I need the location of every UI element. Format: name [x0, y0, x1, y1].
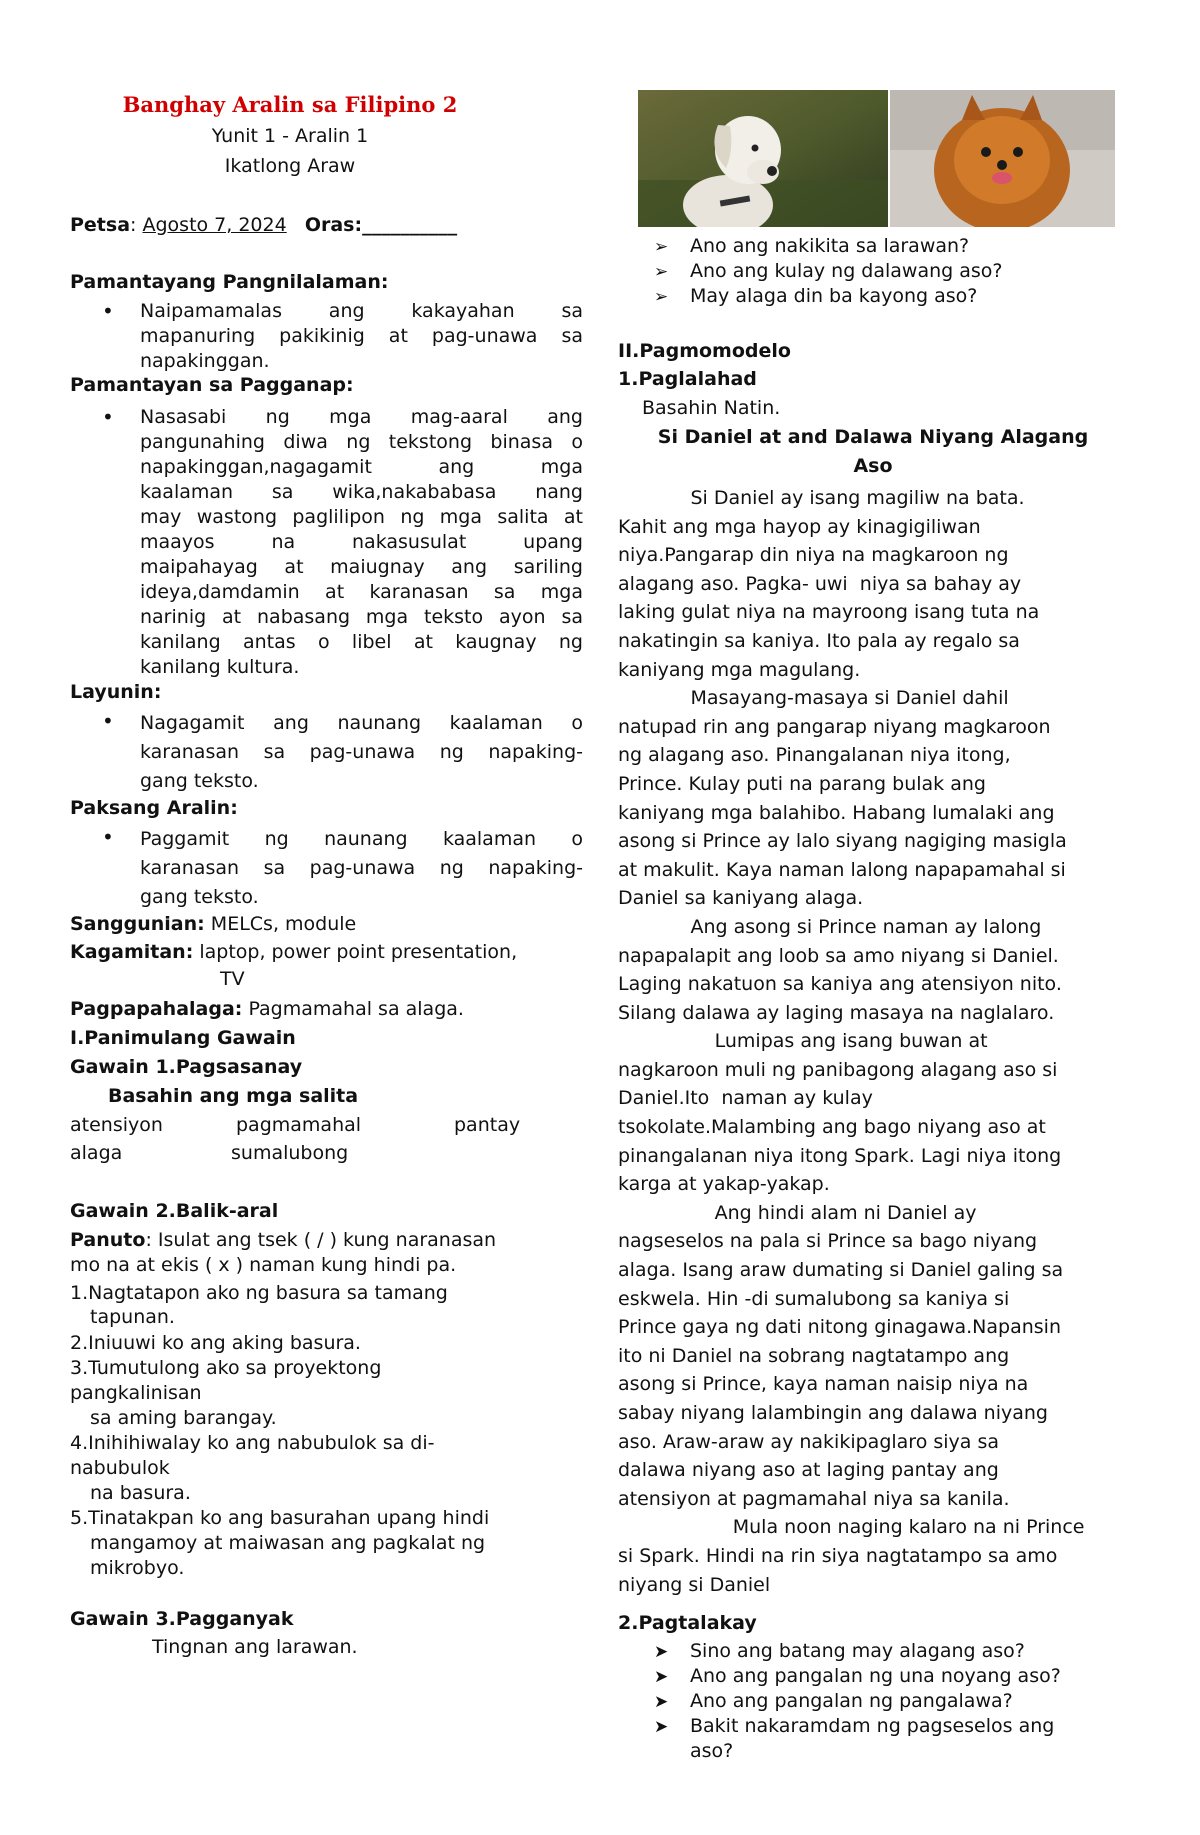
story-line: asong si Prince, kaya naman naisip niya na — [618, 1373, 1029, 1396]
story-line: asong si Prince ay lalo siyang nagiging masigla — [618, 830, 1067, 853]
story-line: natupad rin ang pangarap niyang magkaroon — [618, 715, 1051, 738]
story-line: Lumipas ang isang buwan at — [618, 1030, 988, 1053]
story-line: niyang si Daniel — [618, 1573, 771, 1596]
story-line: Si Daniel ay isang magiliw na bata. — [618, 487, 1025, 509]
story-line: Prince gaya ng dati nitong ginagawa.Napansin — [618, 1316, 1061, 1339]
panuto-line: Panuto: Isulat ang tsek ( / ) kung naranasan — [70, 1229, 497, 1251]
story-line: Daniel.Ito naman ay kulay — [618, 1087, 873, 1110]
word-atensiyon: atensiyon — [70, 1114, 163, 1136]
pamantayang-pangnilalaman-text: Naipamamalas ang kakayahan sa mapanuring pakikinig at pag-unawa sa napakinggan. — [140, 300, 583, 372]
story-line: ito ni Daniel na sobrang nagtatampo ang — [618, 1344, 1010, 1367]
image-question: May alaga din ba kayong aso? — [690, 285, 978, 307]
gawain1-heading: Gawain 1.Pagsasanay — [70, 1056, 303, 1078]
petsa-value: Agosto 7, 2024 — [142, 214, 287, 236]
layunin-heading: Layunin: — [70, 681, 162, 703]
story-line: Mula noon naging kalaro na ni Prince — [618, 1516, 1085, 1539]
story-line: eskwela. Hin -di sumalubong sa kaniya si — [618, 1287, 1010, 1310]
story-line: laking gulat niya na mayroong isang tuta na — [618, 601, 1040, 624]
balik-aral-item: 3.Tumutulong ako sa proyektong — [70, 1357, 382, 1379]
story-line: Kahit ang mga hayop ay kinagigiliwan — [618, 515, 981, 538]
panuto-line-2: mo na at ekis ( x ) naman kung hindi pa. — [70, 1254, 457, 1276]
story-line: Silang dalawa ay laging masaya na naglalaro. — [618, 1001, 1055, 1024]
story-title-2: Aso — [853, 455, 893, 477]
paglalahad-heading: 1.Paglalahad — [618, 368, 757, 390]
word-sumalubong: sumalubong — [231, 1142, 349, 1164]
story-line: kaniyang mga balahibo. Habang lumalaki ang — [618, 801, 1055, 824]
pagtalakay-heading: 2.Pagtalakay — [618, 1612, 757, 1634]
unit-label: Yunit 1 - Aralin 1 — [211, 125, 369, 147]
story-line: alagang aso. Pagka- uwi niya sa bahay ay — [618, 572, 1022, 595]
story-line: Daniel sa kaniyang alaga. — [618, 887, 864, 910]
kagamitan-line: Kagamitan: laptop, power point presentation, — [70, 941, 518, 963]
story-line: nakatingin sa kaniya. Ito pala ay regalo sa — [618, 629, 1020, 652]
story-line: Ang asong si Prince naman ay lalong — [618, 915, 1042, 938]
story-line: at makulit. Kaya naman lalong napapamahal si — [618, 858, 1066, 881]
balik-aral-item: mikrobyo. — [90, 1557, 185, 1579]
gawain3-heading: Gawain 3.Pagganyak — [70, 1608, 294, 1630]
arrow-bullet-icon: ➤ — [654, 1692, 669, 1712]
story-line: karga at yakap-yakap. — [618, 1173, 830, 1196]
story-line: atensiyon at pagmamahal niya sa kanila. — [618, 1487, 1010, 1510]
story-line: aso. Araw-araw ay nakikipaglaro siya sa — [618, 1430, 1000, 1453]
story-line: tsokolate.Malambing ang bago niyang aso at — [618, 1116, 1046, 1139]
balik-aral-item: sa aming barangay. — [90, 1407, 277, 1429]
oras-label: Oras: — [304, 214, 363, 236]
story-line: nagkaroon muli ng panibagong alagang aso si — [618, 1058, 1058, 1081]
round-bullet-icon: • — [102, 709, 114, 733]
white-puppy-image — [638, 90, 888, 227]
story-line: niya.Pangarap din niya na magkaroon ng — [618, 544, 1009, 567]
basahin-label: Basahin Natin. — [642, 397, 781, 419]
pagtalakay-question: Ano ang pangalan ng una noyang aso? — [690, 1665, 1061, 1687]
word-pantay: pantay — [454, 1114, 521, 1136]
pagtalakay-question: Bakit nakaramdam ng pagseselos ang — [690, 1715, 1055, 1737]
story-line: napapalapit ang loob sa amo niyang si Daniel. — [618, 944, 1059, 967]
word-pagmamahal: pagmamahal — [236, 1114, 362, 1136]
balik-aral-item: 1.Nagtatapon ako ng basura sa tamang — [70, 1282, 448, 1304]
arrow-bullet-icon: ➤ — [654, 1642, 669, 1662]
balik-aral-item: 4.Inihihiwalay ko ang nabubulok sa di- — [70, 1432, 435, 1454]
pamantayang-pangnilalaman-heading: Pamantayang Pangnilalaman: — [70, 271, 389, 293]
brown-pomeranian-image — [890, 90, 1115, 227]
balik-aral-item: 5.Tinatakpan ko ang basurahan upang hindi — [70, 1507, 490, 1529]
word-alaga: alaga — [70, 1142, 123, 1164]
story-title: Si Daniel at and Dalawa Niyang Alagang — [657, 426, 1089, 448]
balik-aral-item: na basura. — [90, 1482, 191, 1504]
story-line: Prince. Kulay puti na parang bulak ang — [618, 772, 986, 795]
story-line: nagseselos na pala si Prince sa bago niyang — [618, 1230, 1038, 1253]
round-bullet-icon: • — [102, 299, 114, 323]
pagtalakay-question: Ano ang pangalan ng pangalawa? — [690, 1690, 1013, 1712]
story-line: Ang hindi alam ni Daniel ay — [618, 1201, 977, 1224]
page-title: Banghay Aralin sa Filipino 2 — [122, 92, 458, 117]
arrow-bullet-icon: ➢ — [654, 262, 669, 282]
story-line: sabay niyang lalambingin ang dalawa niyang — [618, 1402, 1048, 1424]
image-question: Ano ang kulay ng dalawang aso? — [690, 260, 1003, 282]
image-question: Ano ang nakikita sa larawan? — [690, 235, 970, 257]
pagpapahalaga-line: Pagpapahalaga: Pagmamahal sa alaga. — [70, 998, 464, 1020]
petsa-label: Petsa — [70, 214, 131, 236]
panimulang-gawain-heading: I.Panimulang Gawain — [70, 1027, 296, 1049]
pamantayan-sa-pagganap-text: Nasasabi ng mga mag-aaral ang pangunahing diwa ng tekstong binasa o napakinggan,nagagamit ang mga kaalaman sa wika,nakababasa nang may wastong paglilipon ng mga salita at maayos na nakasusulat upang maipahayag at maiugnay ang sariling ideya,damdamin at karanasan sa mga narinig at nabasang mga teksto ayon sa kanilang antas o libel at kaugnay ng kanilang kultura. — [140, 406, 583, 678]
story-line: ng alagang aso. Pinangalanan niya itong, — [618, 744, 1011, 767]
arrow-bullet-icon: ➢ — [654, 287, 669, 307]
round-bullet-icon: • — [102, 825, 114, 849]
round-bullet-icon: • — [102, 405, 114, 429]
arrow-bullet-icon: ➢ — [654, 237, 669, 257]
balik-aral-item: tapunan. — [90, 1306, 175, 1328]
story-body — [618, 484, 1138, 1599]
paksang-aralin-heading: Paksang Aralin: — [70, 797, 238, 819]
story-line: dalawa niyang aso at laging pantay ang — [618, 1459, 999, 1482]
arrow-bullet-icon: ➤ — [654, 1717, 669, 1737]
petsa-line: Petsa: Agosto 7, 2024 Oras:__________ — [70, 214, 458, 236]
balik-aral-item: pangkalinisan — [70, 1382, 202, 1404]
gawain1-subheading: Basahin ang mga salita — [108, 1085, 359, 1107]
kagamitan-line-2: TV — [220, 968, 245, 990]
sanggunian-line: Sanggunian: MELCs, module — [70, 913, 357, 935]
pagtalakay-question: Sino ang batang may alagang aso? — [690, 1640, 1025, 1662]
pagmomodelo-heading: II.Pagmomodelo — [618, 340, 791, 362]
balik-aral-item: 2.Iniuuwi ko ang aking basura. — [70, 1332, 361, 1354]
story-line: Masayang-masaya si Daniel dahil — [618, 687, 1009, 710]
balik-aral-item: nabubulok — [70, 1457, 170, 1479]
pamantayan-sa-pagganap-heading: Pamantayan sa Pagganap: — [70, 374, 354, 396]
pagtalakay-question: aso? — [690, 1740, 734, 1762]
story-line: kaniyang mga magulang. — [618, 658, 861, 681]
story-line: Laging nakatuon sa kaniya ang atensiyon nito. — [618, 973, 1062, 996]
story-line: pinangalanan niya itong Spark. Lagi niya itong — [618, 1144, 1062, 1167]
paksang-aralin-text: Paggamit ng naunang kaalaman o karanasan sa pag-unawa ng napaking- gang teksto. — [140, 828, 583, 908]
balik-aral-item: mangamoy at maiwasan ang pagkalat ng — [90, 1532, 486, 1554]
gawain3-text: Tingnan ang larawan. — [152, 1636, 358, 1658]
layunin-text: Nagagamit ang naunang kaalaman o karanasan sa pag-unawa ng napaking- gang teksto. — [140, 712, 583, 792]
day-label: Ikatlong Araw — [224, 155, 356, 177]
gawain2-heading: Gawain 2.Balik-aral — [70, 1200, 279, 1222]
story-line: si Spark. Hindi na rin siya nagtatampo sa amo — [618, 1544, 1058, 1567]
story-line: alaga. Isang araw dumating si Daniel galing sa — [618, 1259, 1064, 1282]
oras-blank: __________ — [362, 214, 458, 236]
arrow-bullet-icon: ➤ — [654, 1667, 669, 1687]
